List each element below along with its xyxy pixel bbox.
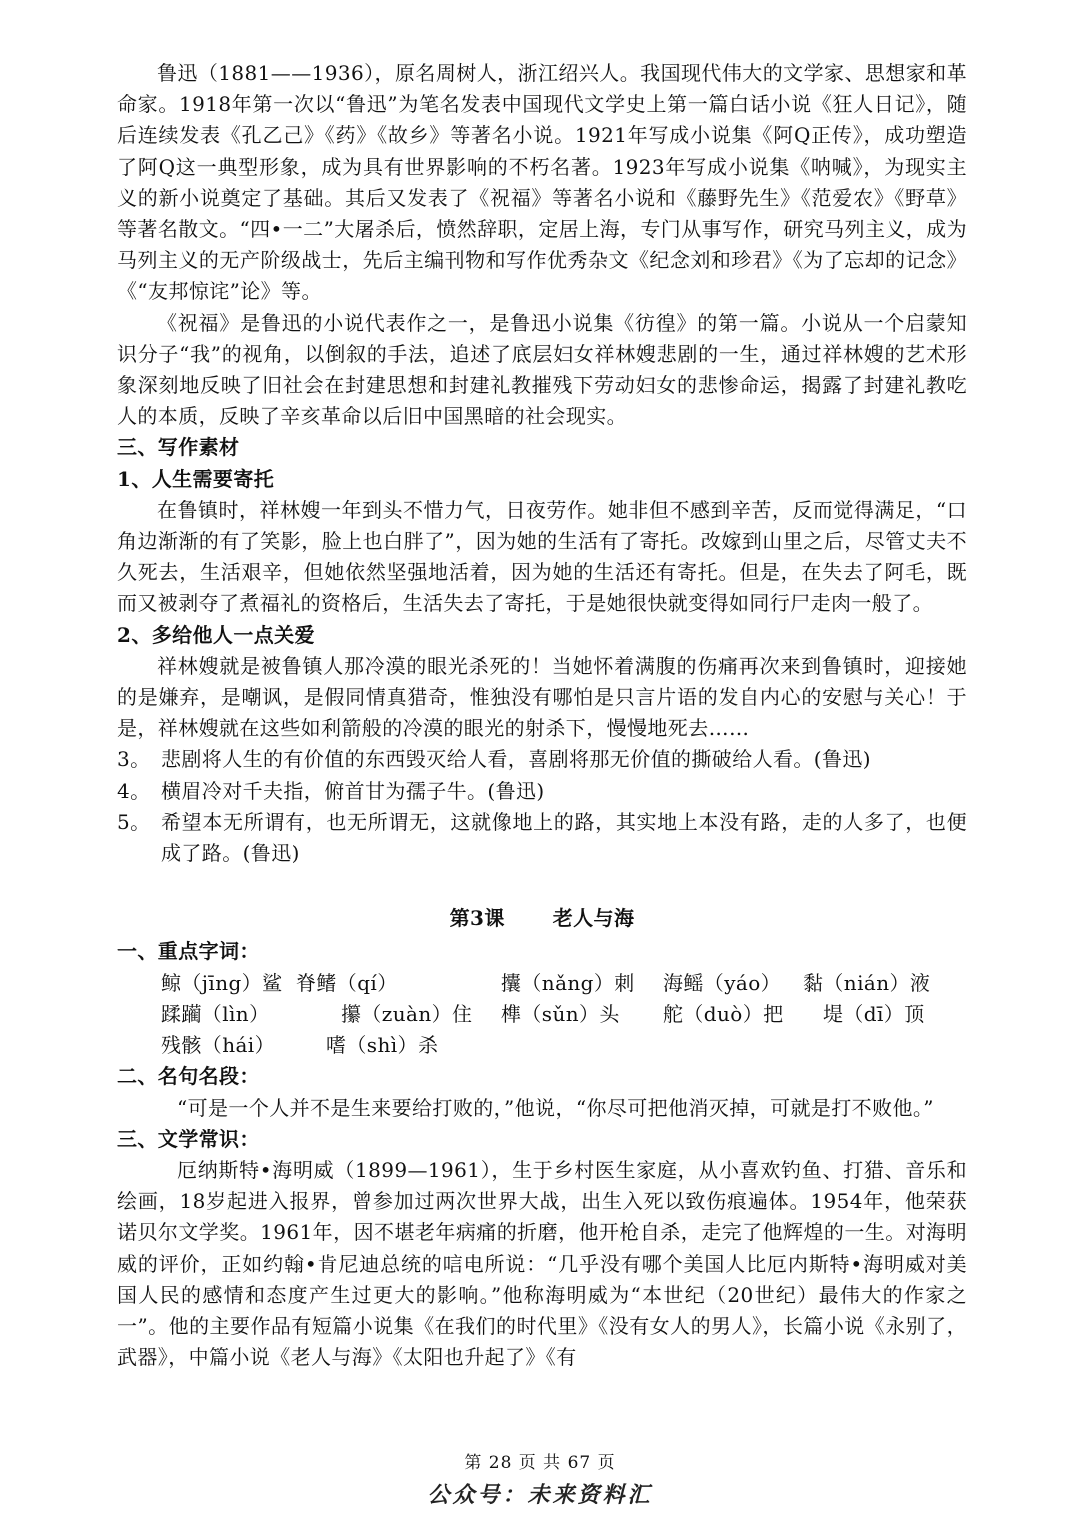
lesson-number: 第3课 — [449, 906, 505, 931]
vocab-item: 舵（duò）把 — [663, 1001, 784, 1026]
writing-material-heading: 三、写作素材 — [117, 435, 240, 460]
luxun-bio-paragraph: 鲁迅（1881——1936），原名周树人，浙江绍兴人。我国现代伟大的文学家、思想家和革命家。1918年第一次以“鲁迅”为笔名发表中国现代文学史上第一篇白话小说《狂人日记》，随后连续发表《孔乙己》《药》《故乡》等著名小说。1921年写成小说集《阿Q正传》，成功塑造了阿Q这一典型形象，成为具有世界影响的不朽名著。1923年写成小说集《呐喊》，为现实主义的新小说奠定了基础。其后又发表了《祝福》等著名小说和《藤野先生》《范爱农》《野草》等著名散文。“四•一二”大屠杀后，愤然辞职，定居上海，专门从事写作，研究马列主义，成为马列主义的无产阶级战士，先后主编刊物和写作优秀杂文《纪念刘和珍君》《为了忘却的记念》《“友邦惊诧”论》等。 — [117, 61, 967, 304]
vocab-item: 榫（sǔn）头 — [501, 1001, 620, 1026]
vocab-list — [117, 968, 967, 1062]
famous-quote-paragraph: “可是一个人并不是生来要给打败的，”他说，“你尽可把他消灭掉，可就是打不败他。” — [177, 1095, 934, 1120]
quote-number: 5。 — [117, 809, 151, 834]
quote-text: 悲剧将人生的有价值的东西毁灭给人看，喜剧将那无价值的撕破给人看。(鲁迅) — [161, 747, 872, 772]
lesson-name: 老人与海 — [552, 906, 635, 931]
vocab-item: 嗜（shì）杀 — [326, 1033, 439, 1058]
key-words-heading: 一、重点字词： — [117, 939, 260, 964]
vocab-item: 鲸（jīng）鲨 — [161, 970, 283, 995]
famous-quotes-heading: 二、名句名段： — [117, 1064, 260, 1089]
watermark-text: 公众号：未来资料汇 — [427, 1482, 653, 1508]
quote-text: 希望本无所谓有，也无所谓无，这就像地上的路，其实地上本没有路，走的人多了，也便成了路。(鲁迅) — [161, 809, 967, 866]
subheading-life-needs-support: 1、人生需要寄托 — [117, 466, 275, 491]
vocab-item: 攥（zuàn）住 — [341, 1001, 473, 1026]
subheading-care-for-others: 2、多给他人一点关爱 — [117, 622, 315, 647]
vocab-item: 堤（dī）顶 — [823, 1001, 925, 1026]
vocab-item: 蹂躏（lìn） — [161, 1001, 270, 1026]
lesson-title — [117, 903, 967, 934]
quote-text: 横眉冷对千夫指，俯首甘为孺子牛。(鲁迅) — [161, 778, 545, 803]
zhufu-intro-paragraph: 《祝福》是鲁迅的小说代表作之一，是鲁迅小说集《彷徨》的第一篇。小说从一个启蒙知识分子“我”的视角，以倒叙的手法，追述了底层妇女祥林嫂悲剧的一生，通过祥林嫂的艺术形象深刻地反映了旧社会在封建思想和封建礼教摧残下劳动妇女的悲惨命运，揭露了封建礼教吃人的本质，反映了辛亥革命以后旧中国黑暗的社会现实。 — [117, 310, 967, 429]
hemingway-bio-paragraph: 厄纳斯特•海明威（1899—1961），生于乡村医生家庭，从小喜欢钓鱼、打猎、音乐和绘画，18岁起进入报界，曾参加过两次世界大战，出生入死以致伤痕遍体。1954年，他荣获诺贝尔文学奖。1961年，因不堪老年病痛的折磨，他开枪自杀，走完了他辉煌的一生。对海明威的评价，正如约翰•肯尼迪总统的唁电所说：“几乎没有哪个美国人比厄内斯特•海明威对美国人民的感情和态度产生过更大的影响。”他称海明威为“本世纪（20世纪）最伟大的作家之一”。他的主要作品有短篇小说集《在我们的时代里》《没有女人的男人》，长篇小说《永别了，武器》，中篇小说《老人与海》《太阳也升起了》《有 — [117, 1157, 967, 1370]
vocab-row — [161, 968, 967, 999]
life-needs-support-paragraph: 在鲁镇时，祥林嫂一年到头不惜力气，日夜劳作。她非但不感到辛苦，反而觉得满足，“口角边渐渐的有了笑影，脸上也白胖了”，因为她的生活有了寄托。改嫁到山里之后，尽管丈夫不久死去，生活艰辛，但她依然坚强地活着，因为她的生活还有寄托。但是，在失去了阿毛，既而又被剥夺了煮福礼的资格后，生活失去了寄托，于是她很快就变得如同行尸走肉一般了。 — [117, 497, 967, 616]
vocab-item: 残骸（hái） — [161, 1033, 276, 1058]
quote-item — [117, 744, 967, 775]
page-number-footer: 第 28 页 共 67 页 — [464, 1453, 616, 1473]
quote-number: 3。 — [117, 747, 151, 772]
page-content — [117, 58, 967, 1373]
vocab-item: 攮（nǎng）刺 — [501, 970, 635, 995]
vocab-item: 脊鳍（qí） — [296, 970, 398, 995]
literary-knowledge-heading: 三、文学常识： — [117, 1126, 260, 1151]
care-for-others-paragraph: 祥林嫂就是被鲁镇人那冷漠的眼光杀死的！当她怀着满腹的伤痛再次来到鲁镇时，迎接她的是嫌弃，是嘲讽，是假同情真猎奇，惟独没有哪怕是只言片语的发自内心的安慰与关心！于是，祥林嫂就在这些如利箭般的冷漠的眼光的射杀下，慢慢地死去…… — [117, 653, 967, 741]
vocab-row — [161, 999, 967, 1030]
vocab-item: 黏（nián）液 — [803, 970, 931, 995]
vocab-item: 海鳐（yáo） — [663, 970, 782, 995]
quote-number: 4。 — [117, 778, 151, 803]
vocab-row — [161, 1030, 967, 1061]
quote-item — [117, 807, 967, 869]
quote-item — [117, 776, 967, 807]
